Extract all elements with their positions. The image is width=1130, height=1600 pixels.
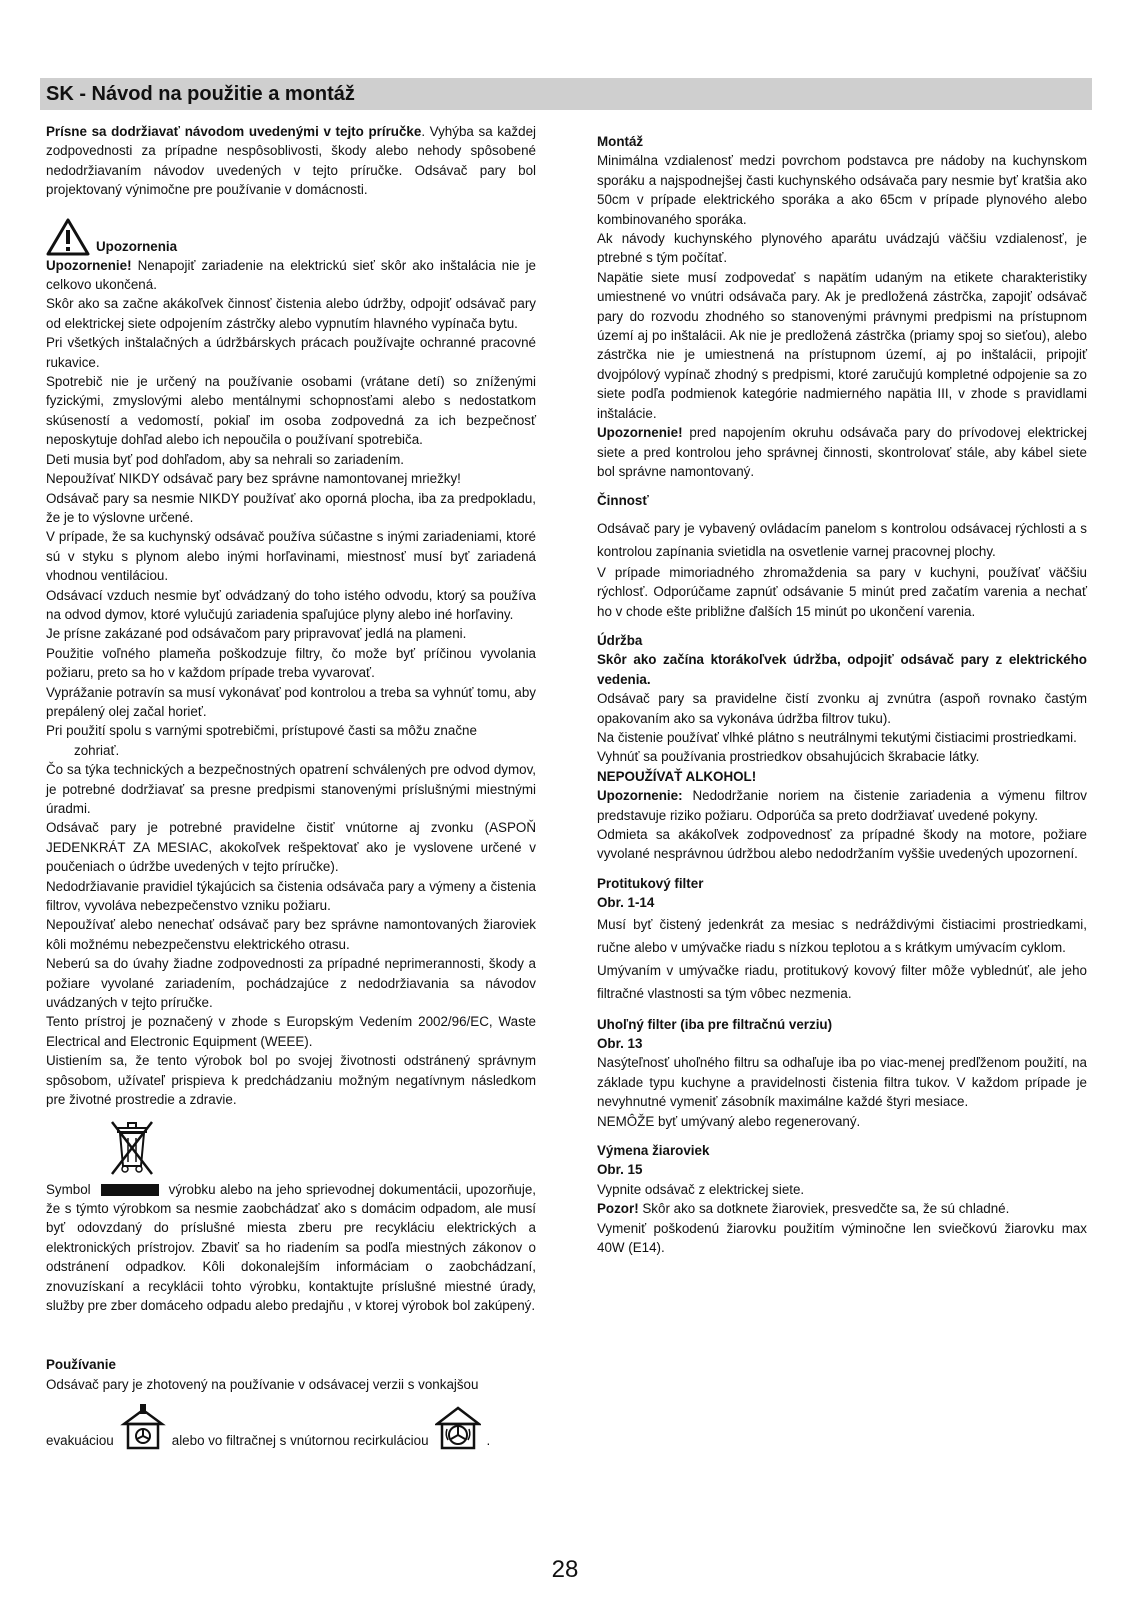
grease-filter-heading: Protitukový filter (597, 875, 704, 891)
disposal-paragraph: Uistiením sa, že tento výrobok bol po svojej životnosti odstránený správnym spôsobom, užívateľ prispieva k predchádzaniu možným negatívnym následkom pre životné prostredie a zdravie. (46, 1053, 536, 1108)
udrzba-paragraph: Odmieta sa akákoľvek zodpovednosť za prípadné škody na motore, požiare vyvolané nesprávnou údržbou alebo nedodržaním vyššie uvedených upozornení. (597, 827, 1087, 862)
page-title: SK - Návod na použitie a montáž (46, 83, 355, 105)
usage-paragraph: Odsávač pary je zhotovený na používanie v odsávacej verzii s vonkajšou (46, 1376, 479, 1392)
symbol-paragraph (46, 1180, 536, 1316)
safety-paragraph-tail: zohriať. (74, 742, 120, 758)
grease-filter-paragraph: Musí byť čistený jedenkrát za mesiac s nedráždivými čistiacimi prostriedkami, ručne alebo v umývačke riadu s nízkou teplotou a s krátkym umývacím cyklom. (597, 916, 1087, 955)
safety-paragraph: Vyprážanie potravín sa musí vykonávať pod kontrolou a treba sa vyhnúť tomu, aby prepálený olej začal horieť. (46, 684, 536, 719)
montaz-heading: Montáž (597, 134, 644, 149)
safety-paragraph: Pri všetkých inštalačných a údržbárskych prácach používajte ochranné pracovné rukavice. (46, 335, 536, 370)
usage-heading: Používanie (46, 1357, 116, 1373)
safety-paragraph: Je prísne zakázané pod odsávačom pary pripravovať jedlá na plameni. (46, 626, 467, 642)
safety-paragraph: Použitie voľného plameňa poškodzuje filtry, čo može byť príčinou vyvolania požiaru, preto sa ho v každom prípade treba vyvarovať. (46, 645, 536, 681)
safety-paragraph: V prípade, že sa kuchynský odsávač používa súčastne s inými zariadeniami, ktoré sú v styku s plynom alebo inými horľavinami, miestnosť musí byť zariadená vhodnou ventiláciou. (46, 529, 536, 584)
bulb-paragraph: Vymeniť poškodenú žiarovku použitím výminočne len sviečkovú žiarovku max 40W (E14). (597, 1220, 1087, 1256)
montaz-warning (597, 423, 1087, 481)
symbol-text: výrobku alebo na jeho sprievodnej dokumentácii, upozorňuje, že s týmto výrobkom sa nesmie zaobchádzať ako s domácim odpadom, ale musí byť odovzdaný do príslušné miesta zberu pre recykláciu elektrických a elektronických prístrojov. Zbaviť sa ho riadením sa podľa miestných zákonov o odstránení odpadkov. Kôli dokonalejším informáciam o zaobchádzaní, znovuzískaní a recyklácii tohto výrobku, kontaktujte príslušné miestné úrady, služby pre zber domáceho odpadu alebo predajňu , v ktorej výrobok bol zakúpený. (46, 1181, 536, 1313)
grease-filter-paragraph: Umývaním v umývačke riadu, protitukový kovový filter môže vyblednúť, ale jeho filtračné vlastnosti sa tým vôbec nezmenia. (597, 962, 1087, 1001)
left-column (46, 122, 536, 1450)
montaz-paragraph: Minimálna vzdialenosť medzi povrchom podstavca pre nádoby na kuchynskom sporáku a najspodnejšej časti kuchynského odsávača pary nesmie byť kratšia ako 50cm v prípade elektrického sporáka a ako 65cm v prípade plynového alebo kombinovaného sporáka. (597, 153, 1087, 227)
udrzba-bold-warning: Skôr ako začína ktorákoľvek údržba, odpojiť odsávač pary z elektrického vedenia. (597, 652, 1087, 687)
warning-text: Nenapojiť zariadenie na elektrickú sieť skôr ako inštalácia nie je celkovo ukončená. (46, 257, 536, 293)
montaz-warning-label: Upozornenie! (597, 425, 683, 441)
udrzba-heading: Údržba (597, 632, 643, 648)
safety-paragraph: Deti musia byť pod dohľadom, aby sa nehrali so zariadením. (46, 451, 405, 467)
carbon-filter-paragraph: Nasýteľnosť uhoľného filtru sa odhaľuje iba po viac-menej predľženom použití, na základe typu kuchyne a pravidelnosti čistenia filtra tukov. V každom prípade je nevyhnutné vymeniť zásobník maximálne každé štyri mesiace. (597, 1055, 1087, 1110)
udrzba-paragraph: Odsávač pary sa pravidelne čistí zvonku aj zvnútra (aspoň rovnako častým opakovaním ako sa vykonáva údržba filtrov tuku). (597, 691, 1087, 726)
safety-paragraph: Čo sa týka technických a bezpečnostných opatrení schválených pre odvod dymov, je potrebné dodržiavať sa presne predpismi stanovenými príslušnými miestnými úradmi. (46, 762, 536, 816)
safety-paragraph: Pri použití spolu s varnými spotrebičmi, prístupové časti sa môžu značne (46, 723, 477, 739)
carbon-filter-paragraph: NEMÔŽE byť umývaný alebo regenerovaný. (597, 1113, 861, 1129)
right-column (597, 122, 1087, 1258)
montaz-paragraph: Ak návody kuchynského plynového aparátu uvádzajú väčšiu vzdialenosť, je ptrebné s tým počítať. (597, 231, 1087, 266)
no-alcohol-warning: NEPOUŽÍVAŤ ALKOHOL! (597, 768, 757, 784)
ducted-house-icon (120, 1404, 166, 1450)
warning-label: Upozornenie! (46, 257, 132, 273)
warnings-heading (46, 212, 536, 256)
warnings-title: Upozornenia (96, 238, 178, 254)
udrzba-paragraph: Vyhnúť sa používania prostriedkov obsahujúcich škrabacie látky. (597, 749, 980, 765)
usage-end: . (486, 1432, 491, 1448)
safety-paragraph: Odsávací vzduch nesmie byť odvádzaný do toho istého odvodu, ktorý sa používa na odvod dymov, ktoré vylučujú zariadenia spaľujúce plyny alebo iné horľaviny. (46, 587, 536, 622)
udrzba-warning-text: Nedodržanie noriem na čistenie zariadenia a výmenu filtrov predstavuje riziko požiaru. Odporúča sa preto dodržiavať uvedené pokyny. (597, 788, 1087, 823)
weee-paragraph: Tento prístroj je poznačený v zhode s Europským Vedením 2002/96/EC, Waste Electrical and Electronic Equipment (WEEE). (46, 1014, 536, 1049)
cinnost-paragraph: V prípade mimoriadného zhromaždenia sa pary v kuchyni, používať väčšiu rýchlosť. Odporúčame zapnúť odsávanie 5 minút pred začatím varenia a nechať ho v chode ešte približne ďalších 15 minút po ukončení varenia. (597, 564, 1087, 619)
intro-paragraph (46, 122, 536, 200)
intro-rest: . Vyhýba sa každej zodpovednosti za prípadne nespôsoblivosti, škody alebo nehody spôsobené nedodržiavaním návodov uvedených v tejto príručke. Odsávač pary bol projektovaný výnimočne pre používanie v domácnosti. (46, 124, 536, 198)
usage-recirculation-label: alebo vo filtračnej s vnútornou recirkuláciou (171, 1432, 429, 1448)
intro-bold: Prísne sa dodržiavať návodom uvedenými v tejto príručke (46, 124, 422, 139)
bulb-warning (597, 1199, 1087, 1218)
safety-paragraph: Nepoužívať alebo nenechať odsávač pary bez správne namontovaných žiaroviek kôli možnému nebezpečenstvu elektrického otrasu. (46, 917, 536, 952)
warning-triangle-icon (46, 218, 90, 256)
crossed-bin-icon (108, 1118, 156, 1176)
usage-evacuation-label: evakuáciou (46, 1432, 114, 1448)
black-bar-symbol (101, 1184, 159, 1196)
safety-paragraph: Nepoužívať NIKDY odsávač pary bez správne namontovanej mriežky! (46, 471, 461, 487)
safety-paragraph: Neberú sa do úvahy žiadne zodpovednosti za prípadné neprimerannosti, škody a požiare vyvolané zariadením, pochádzajúce z nedodržiavania sa návodov uvádzaných v tejto príručke. (46, 956, 536, 1011)
weee-symbol-row (46, 1118, 536, 1180)
grease-filter-figure-ref: Obr. 1-14 (597, 895, 655, 911)
recirculating-house-icon (435, 1404, 481, 1450)
bulb-heading: Výmena žiaroviek (597, 1143, 710, 1159)
bulb-warning-label: Pozor! (597, 1201, 639, 1217)
page-number: 28 (551, 1556, 579, 1583)
cinnost-heading: Činnosť (597, 493, 649, 509)
safety-paragraph: Nedodržiavanie pravidiel týkajúcich sa čistenia odsávača pary a výmeny a čistenia filtrov, vyvoláva nebezpečenstvo vzniku požiaru. (46, 878, 536, 914)
udrzba-warning-label: Upozornenie: (597, 788, 683, 804)
safety-paragraph: Odsávač pary je potrebné pravidelne čistiť vnútorne aj zvonku (ASPOŇ JEDENKRÁT ZA MESIAC, akokoľvek rešpektovať ako je vyslovene určené v poučeniach o údržbe uvedených v tejto príručke). (46, 820, 536, 875)
symbol-word: Symbol (46, 1181, 91, 1197)
carbon-filter-figure-ref: Obr. 13 (597, 1036, 643, 1052)
usage-versions-row (46, 1400, 536, 1450)
safety-paragraph: Spotrebič nie je určený na používanie osobami (vrátane detí) so zníženými fyzickými, zmyslovými alebo mentálnymi schopnosťami alebo s nedostatkom skúseností a vedomostí, pokiaľ im osoba zodpovedná za ich bezpečnosť neposkytuje dohľad alebo ich nepoučila o používaní spotrebiča. (46, 374, 536, 448)
warning-paragraph (46, 256, 536, 295)
bulb-warning-text: Skôr ako sa dotknete žiaroviek, presvedčte sa, že sú chladné. (638, 1201, 1010, 1217)
cinnost-paragraph: Odsávač pary je vybavený ovládacím panelom s kontrolou odsávacej rýchlosti a s kontrolou zapínania svietidla na osvetlenie varnej pracovnej plochy. (597, 520, 1087, 559)
safety-paragraph: Skôr ako sa začne akákoľvek činnosť čistenia alebo údržby, odpojiť odsávač pary od elektrickej siete odpojením zástrčky alebo vypnutím hlavného vypínača bytu. (46, 296, 536, 331)
udrzba-paragraph: Na čistenie používať vlhké plátno s neutrálnymi tekutými čistiacimi prostriedkami. (597, 729, 1077, 745)
montaz-warning-text: pred napojením okruhu odsávača pary do prívodovej elektrickej siete a pred kontrolou jeho správnej činnosti, skontrolovať stále, aby kábel siete bol správne namontovaný. (597, 425, 1087, 479)
udrzba-warning (597, 786, 1087, 825)
carbon-filter-heading: Uhoľný filter (iba pre filtračnú verziu) (597, 1016, 833, 1032)
page-header (40, 78, 1092, 110)
safety-paragraph: Odsávač pary sa nesmie NIKDY používať ako oporná plocha, iba za predpokladu, že je to výslovne určené. (46, 490, 536, 525)
montaz-paragraph: Napätie siete musí zodpovedať s napätím udaným na etikete charakteristiky umiestnené vo vnútri odsávača pary. Ak je predložená zástrčka, zapojiť odsávač pary do rozvodu zhodného so stanovenými právnymi predpismi na prístupnom území aj po inštalácii. Ak nie je predložená zástrčka (priamy spoj so sieťou), alebo zástrčka nie je umiestnená na prístupnom území, aj po inštalácii, pripojiť dvojpólový vypínač zhodný s predpismi, ktoré zaručujú kompletné odpojenie sa zo siete podľa podmienok kategórie nadmierného napätia III, v zhode s pravidlami inštalácie. (597, 269, 1087, 421)
bulb-paragraph: Vypnite odsávač z elektrickej siete. (597, 1181, 805, 1197)
bulb-figure-ref: Obr. 15 (597, 1162, 643, 1178)
